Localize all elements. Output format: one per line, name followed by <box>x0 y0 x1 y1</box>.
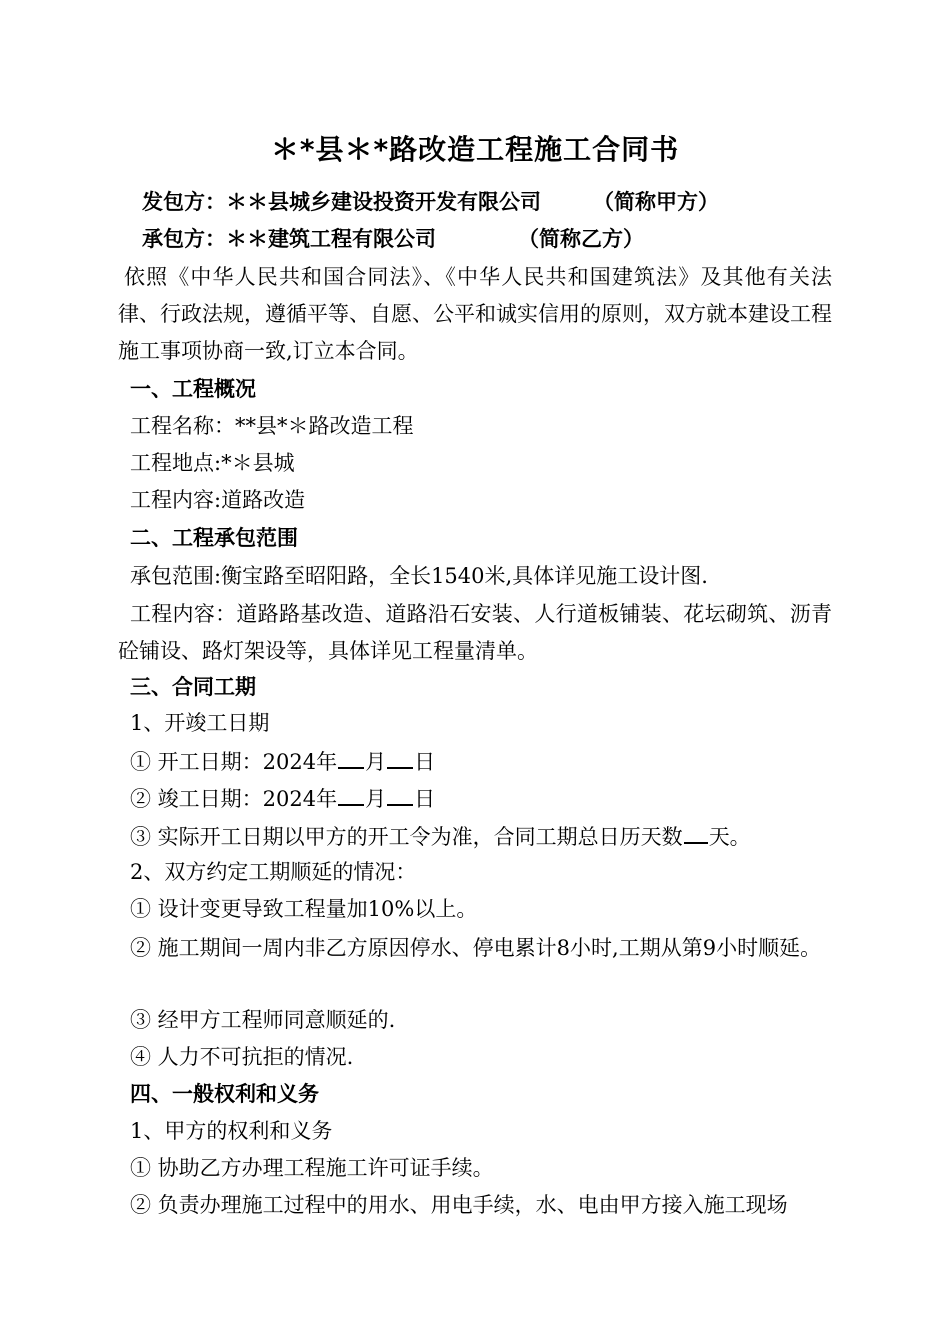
end-month-blank <box>338 782 364 806</box>
extension-case-1: ① 设计变更导致工程量加10%以上。 <box>130 897 478 921</box>
employer-line <box>142 187 719 217</box>
actual-start-text: ③ 实际开工日期以甲方的开工令为准，合同工期总日历天数 <box>130 825 683 849</box>
end-date-line <box>130 782 435 814</box>
start-date-label: ① 开工日期：2024年 <box>130 750 338 774</box>
section-1-heading: 一、工程概况 <box>130 377 256 401</box>
total-days-suffix: 天。 <box>708 825 751 849</box>
start-month-blank <box>338 745 364 769</box>
section-3-heading: 三、合同工期 <box>130 675 256 699</box>
employer-duty-1: ① 协助乙方办理工程施工许可证手续。 <box>130 1156 494 1180</box>
contractor-short: （简称乙方） <box>518 227 644 251</box>
employer-duty-2: ② 负责办理施工过程中的用水、用电手续，水、电由甲方接入施工现场 <box>130 1193 788 1217</box>
document-title: ＊*县＊*路改造工程施工合同书 <box>270 133 680 166</box>
extension-subheading: 2、双方约定工期顺延的情况： <box>130 860 417 884</box>
intro-paragraph: 依照《中华人民共和国合同法》、《中华人民共和国建筑法》及其他有关法律、行政法规，遵循平等、自愿、公平和诚实信用的原则，双方就本建设工程施工事项协商一致,订立本合同。 <box>118 265 832 363</box>
extension-case-3: ③ 经甲方工程师同意顺延的. <box>130 1008 396 1032</box>
end-month-label: 月 <box>365 787 387 811</box>
section-4-heading: 四、一般权利和义务 <box>130 1082 319 1106</box>
start-day-blank <box>387 745 413 769</box>
start-date-line <box>130 745 435 777</box>
contract-scope: 承包范围:衡宝路至昭阳路，全长1540米,具体详见施工设计图. <box>130 564 708 588</box>
extension-case-2: ② 施工期间一周内非乙方原因停水、停电累计8小时,工期从第9小时顺延。 <box>130 936 822 960</box>
actual-start-line <box>130 820 751 852</box>
extension-case-4: ④ 人力不可抗拒的情况. <box>130 1045 354 1069</box>
employer-short: （简称甲方） <box>593 190 719 214</box>
employer-duties-subheading: 1、甲方的权利和义务 <box>130 1119 333 1143</box>
section-2-heading: 二、工程承包范围 <box>130 526 298 550</box>
end-day-label: 日 <box>414 787 436 811</box>
project-location: 工程地点:*＊县城 <box>130 451 295 475</box>
end-day-blank <box>387 782 413 806</box>
contractor-line <box>142 224 644 254</box>
schedule-subheading: 1、开竣工日期 <box>130 711 270 735</box>
end-date-label: ② 竣工日期：2024年 <box>130 787 338 811</box>
start-day-label: 日 <box>414 750 436 774</box>
project-name: 工程名称：**县*＊路改造工程 <box>130 414 414 438</box>
scope-content: 工程内容：道路路基改造、道路沿石安装、人行道板铺装、花坛砌筑、沥青砼铺设、路灯架设等，具体详见工程量清单。 <box>118 602 832 663</box>
contractor-label: 承包方：＊＊建筑工程有限公司 <box>142 227 436 251</box>
total-days-blank <box>684 820 708 844</box>
project-content: 工程内容:道路改造 <box>130 488 306 512</box>
employer-label: 发包方：＊＊县城乡建设投资开发有限公司 <box>142 190 541 214</box>
start-month-label: 月 <box>365 750 387 774</box>
